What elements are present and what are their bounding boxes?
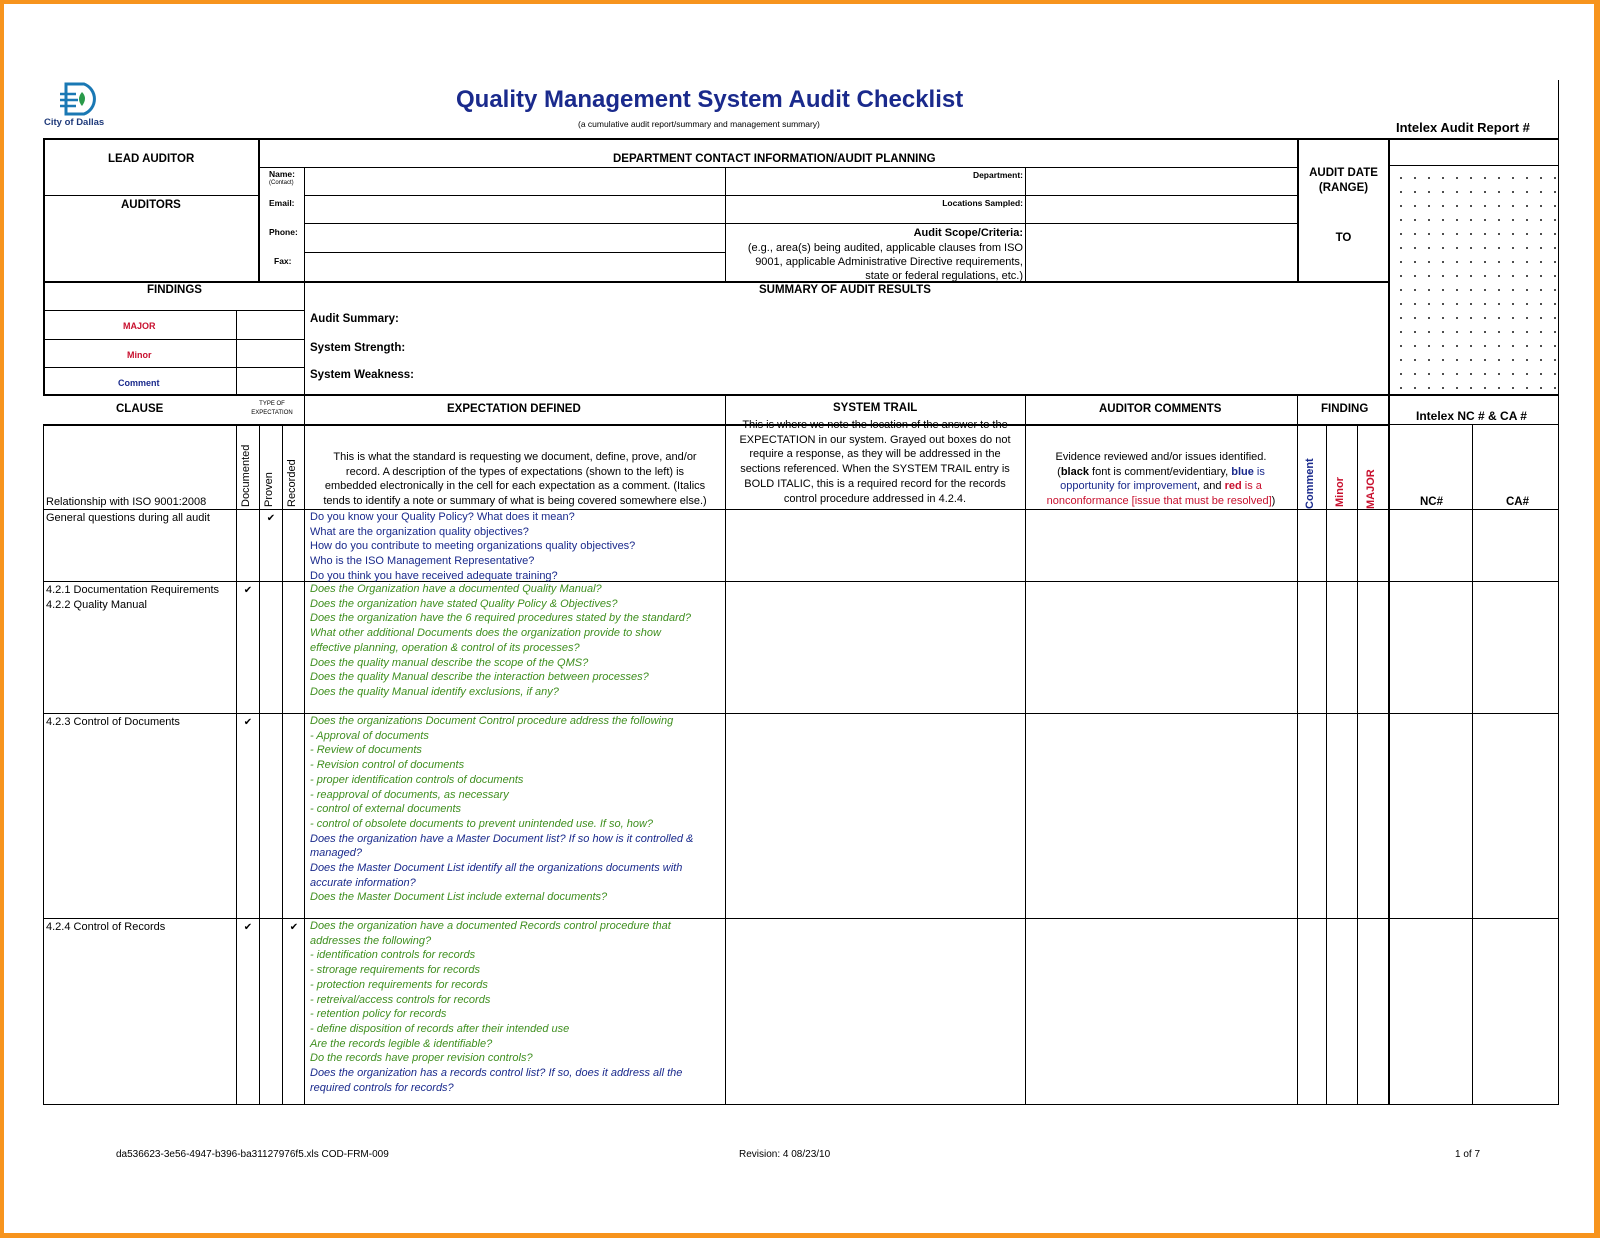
department-field[interactable] <box>1026 168 1296 194</box>
minor-label: Minor <box>127 350 152 360</box>
auditors-label: AUDITORS <box>121 199 181 211</box>
name-label: Name: <box>269 169 295 179</box>
phone-field[interactable] <box>305 224 724 251</box>
scope-hint-3: state or federal regulations, etc.) <box>865 270 1023 282</box>
clause-text: 4.2.2 Quality Manual <box>46 598 147 611</box>
auditor-comment-cell[interactable] <box>1026 510 1296 581</box>
expectation-question: Does the organization have stated Quality Policy & Objectives? <box>310 597 618 610</box>
expectation-question: Does the quality Manual identify exclusions, if any? <box>310 685 559 698</box>
audit-report-number-field[interactable] <box>1390 141 1558 164</box>
expectation-question: - Review of documents <box>310 744 422 757</box>
trail-desc-line: BOLD ITALIC, this is a required record for the records <box>744 477 1006 490</box>
clause-text: 4.2.3 Control of Documents <box>46 716 180 728</box>
expectation-question: Does the organization have a documented Records control procedure that <box>310 920 671 932</box>
expectation-question: - Revision control of documents <box>310 759 465 772</box>
expectation-header: EXPECTATION DEFINED <box>447 403 581 415</box>
expectation-type-label: EXPECTATION <box>251 410 293 416</box>
finding-major-cell[interactable] <box>1358 510 1387 581</box>
system-trail-cell[interactable] <box>726 714 1024 918</box>
table-row <box>4 510 1594 581</box>
expectation-question: What other additional Documents does the organization provide to show <box>310 627 661 640</box>
fax-field[interactable] <box>305 253 724 280</box>
finding-major-label: MAJOR <box>1365 469 1377 509</box>
nc-number-cell[interactable] <box>1390 582 1471 713</box>
trail-desc-line: EXPECTATION in our system. Grayed out boxes do not <box>739 433 1011 446</box>
dotted-shaded-area <box>1390 167 1558 395</box>
auditor-comments-header: AUDITOR COMMENTS <box>1099 403 1222 415</box>
email-label: Email: <box>269 198 295 208</box>
dept-info-header: DEPARTMENT CONTACT INFORMATION/AUDIT PLANNING <box>613 153 936 165</box>
comments-desc-line: Evidence reviewed and/or issues identified. <box>1055 451 1267 463</box>
findings-header: FINDINGS <box>147 284 202 296</box>
trail-desc-line: sections referenced. When the SYSTEM TRAIL entry is <box>740 463 1010 476</box>
audit-summary-label: Audit Summary: <box>310 313 399 325</box>
proven-column-label: Proven <box>263 472 275 507</box>
expectation-question: Are the records legible & identifiable? <box>310 1037 493 1050</box>
expectation-desc-line: This is what the standard is requesting we document, define, prove, and/or <box>333 451 697 463</box>
documented-column-label: Documented <box>240 444 252 507</box>
email-field[interactable] <box>305 196 724 222</box>
expectation-question: - proper identification controls of documents <box>310 773 524 786</box>
locations-field[interactable] <box>1026 196 1296 222</box>
name-field[interactable] <box>305 168 724 194</box>
expectation-description <box>306 450 724 509</box>
expectation-check-mark[interactable]: ✔ <box>266 513 276 524</box>
scope-label: Audit Scope/Criteria: <box>913 227 1023 239</box>
expectation-question: effective planning, operation & control of its processes? <box>310 641 580 654</box>
finding-minor-cell[interactable] <box>1327 510 1356 581</box>
expectation-question: - define disposition of records after their intended use <box>310 1022 570 1035</box>
footer-revision: Revision: 4 08/23/10 <box>739 1149 831 1160</box>
expectation-question: Does the organization has a records control list? If so, does it address all the <box>310 1067 683 1079</box>
nc-column-label: NC# <box>1420 496 1444 508</box>
nc-number-cell[interactable] <box>1390 714 1471 918</box>
footer-file: da536623-3e56-4947-b396-ba31127976f5.xls COD-FRM-009 <box>116 1149 389 1160</box>
expectation-question: Does the Master Document List include external documents? <box>310 891 608 904</box>
finding-header: FINDING <box>1321 403 1369 415</box>
trail-desc-line: This is where we note the location of the answer to the <box>742 419 1008 431</box>
finding-major-cell[interactable] <box>1358 582 1387 713</box>
expectation-question: - control of external documents <box>310 803 462 816</box>
finding-minor-cell[interactable] <box>1327 714 1356 918</box>
auditor-comments-description <box>1026 450 1296 509</box>
logo-text: City of Dallas <box>44 117 105 128</box>
finding-comment-cell[interactable] <box>1298 919 1325 1104</box>
expectation-question: - strorage requirements for records <box>310 964 480 977</box>
system-trail-cell[interactable] <box>726 582 1024 713</box>
clause-text: General questions during all audit <box>46 512 210 524</box>
expectation-check-mark[interactable]: ✔ <box>289 922 299 933</box>
scope-hint-2: 9001, applicable Administrative Directive requirements, <box>755 256 1023 268</box>
expectation-question: How do you contribute to meeting organizations quality objectives? <box>310 540 636 553</box>
lead-auditor-label: LEAD AUDITOR <box>108 153 195 165</box>
clause-relationship-text: Relationship with ISO 9001:2008 <box>46 496 207 508</box>
table-row <box>4 714 1594 918</box>
expectation-question: - identification controls for records <box>310 949 476 962</box>
summary-header: SUMMARY OF AUDIT RESULTS <box>759 284 931 296</box>
expectation-question: - retreival/access controls for records <box>310 993 491 1006</box>
expectation-question: Do you think you have received adequate training? <box>310 569 558 582</box>
expectation-question: What are the organization quality objectives? <box>310 525 529 538</box>
auditor-comment-cell[interactable] <box>1026 714 1296 918</box>
clause-text: 4.2.1 Documentation Requirements <box>46 584 220 596</box>
comment-label: Comment <box>118 378 160 388</box>
minor-count-field[interactable] <box>237 340 303 366</box>
expectation-question: Does the organization have a Master Document list? If so how is it controlled & <box>310 832 694 845</box>
expectation-check-mark[interactable]: ✔ <box>243 922 253 933</box>
dallas-d-icon <box>56 80 114 116</box>
system-trail-header: SYSTEM TRAIL <box>833 402 918 414</box>
expectation-question: - reapproval of documents, as necessary <box>310 788 509 801</box>
auditor-comment-cell[interactable] <box>1026 582 1296 713</box>
finding-minor-label: Minor <box>1334 477 1346 507</box>
clause-text: 4.2.4 Control of Records <box>46 921 166 933</box>
trail-desc-line: control procedure addressed in 4.2.4. <box>783 492 967 505</box>
expectation-question: managed? <box>310 847 362 860</box>
expectation-check-mark[interactable]: ✔ <box>243 717 253 728</box>
comments-desc-line: (black font is comment/evidentiary, blue is <box>1057 465 1265 478</box>
expectation-question: required controls for records? <box>310 1081 454 1094</box>
expectation-question: Does the organizations Document Control procedure address the following <box>310 715 674 727</box>
system-weakness-label: System Weakness: <box>310 369 414 381</box>
clause-header: CLAUSE <box>116 403 164 415</box>
ca-number-cell[interactable] <box>1473 919 1557 1104</box>
fax-label: Fax: <box>274 256 292 266</box>
scope-hint-1: (e.g., area(s) being audited, applicable clauses from ISO <box>747 242 1023 254</box>
audit-date-range-label: (RANGE) <box>1318 182 1369 194</box>
ca-number-cell[interactable] <box>1473 714 1557 918</box>
expectation-question: Does the Master Document List identify all the organizations documents with <box>310 862 683 874</box>
expectation-question: accurate information? <box>310 876 416 889</box>
audit-report-label: Intelex Audit Report # <box>1396 120 1530 135</box>
system-trail-cell[interactable] <box>726 919 1024 1104</box>
expectation-question: Who is the ISO Management Representative? <box>310 555 535 568</box>
expectation-question: Does the quality Manual describe the interaction between processes? <box>310 671 649 684</box>
expectation-question: Do the records have proper revision controls? <box>310 1052 533 1065</box>
city-of-dallas-logo <box>56 80 114 116</box>
expectation-question: Do you know your Quality Policy? What does it mean? <box>310 511 575 523</box>
to-label: TO <box>1335 232 1352 244</box>
comment-count-field[interactable] <box>237 368 303 393</box>
ca-number-cell[interactable] <box>1473 582 1557 713</box>
finding-major-cell[interactable] <box>1358 919 1387 1104</box>
expectation-question: Does the Organization have a documented Quality Manual? <box>310 583 602 595</box>
expectation-desc-line: embedded electronically in the cell for each expectation as a comment. (Italics <box>324 480 706 493</box>
comments-desc-line: opportunity for improvement, and red is a <box>1060 480 1262 493</box>
finding-minor-cell[interactable] <box>1327 919 1356 1104</box>
nc-number-cell[interactable] <box>1390 919 1471 1104</box>
system-trail-cell[interactable] <box>726 510 1024 581</box>
table-row <box>4 582 1594 713</box>
audit-checklist-page <box>4 4 1594 1233</box>
expectation-question: Does the quality manual describe the scope of the QMS? <box>310 656 589 669</box>
type-of-label: TYPE OF <box>259 401 285 407</box>
expectation-question: - retention policy for records <box>310 1008 447 1021</box>
auditor-comment-cell[interactable] <box>1026 919 1296 1104</box>
finding-comment-cell[interactable] <box>1298 582 1325 713</box>
expectation-question: - protection requirements for records <box>310 978 488 991</box>
footer-page: 1 of 7 <box>1455 1149 1481 1160</box>
expectation-question: addresses the following? <box>310 934 432 947</box>
comments-desc-line: nonconformance [issue that must be resolved]) <box>1046 495 1276 508</box>
page-title: Quality Management System Audit Checklist <box>456 86 964 113</box>
finding-major-cell[interactable] <box>1358 714 1387 918</box>
recorded-column-label: Recorded <box>286 459 298 507</box>
expectation-question: - Approval of documents <box>310 729 429 742</box>
system-strength-label: System Strength: <box>310 342 406 354</box>
table-row <box>4 919 1594 1104</box>
expectation-desc-line: tends to identify a note or summary of what is being covered somewhere else.) <box>323 495 707 508</box>
audit-date-label: AUDIT DATE <box>1309 167 1378 179</box>
system-trail-description <box>726 419 1024 508</box>
finding-minor-cell[interactable] <box>1327 582 1356 713</box>
nc-number-cell[interactable] <box>1390 510 1471 581</box>
major-label: MAJOR <box>123 321 156 331</box>
intelex-nc-ca-header: Intelex NC # & CA # <box>1416 409 1527 423</box>
scope-field[interactable] <box>1026 224 1296 280</box>
trail-desc-line: require a response, as they will be addressed in the <box>749 448 1001 461</box>
ca-column-label: CA# <box>1506 496 1530 508</box>
finding-comment-cell[interactable] <box>1298 714 1325 918</box>
major-count-field[interactable] <box>237 311 303 338</box>
expectation-desc-line: record. A description of the types of expectations (shown to the left) is <box>345 465 685 478</box>
expectation-question: Does the organization have the 6 required procedures stated by the standard? <box>310 612 691 625</box>
finding-comment-label: Comment <box>1304 458 1316 509</box>
phone-label: Phone: <box>269 227 298 237</box>
expectation-check-mark[interactable]: ✔ <box>243 585 253 596</box>
department-label: Department: <box>972 170 1023 180</box>
contact-sublabel: (Contact) <box>269 180 294 186</box>
locations-label: Locations Sampled: <box>942 198 1023 208</box>
finding-comment-cell[interactable] <box>1298 510 1325 581</box>
ca-number-cell[interactable] <box>1473 510 1557 581</box>
page-subtitle: (a cumulative audit report/summary and management summary) <box>578 119 820 129</box>
expectation-question: - control of obsolete documents to prevent unintended use. If so, how? <box>310 817 654 830</box>
